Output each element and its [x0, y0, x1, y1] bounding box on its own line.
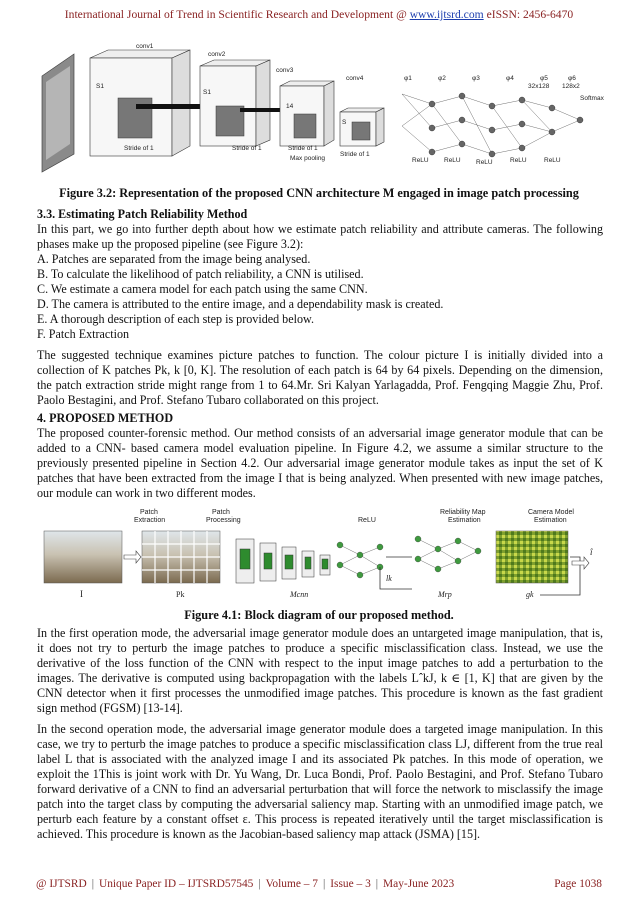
figure-block-diagram: [40, 505, 600, 605]
label-relu-5: ReLU: [544, 157, 561, 164]
section-4-heading: 4. PROPOSED METHOD: [37, 411, 174, 425]
label-conv2: conv2: [208, 51, 226, 58]
label-stride-3: Stride of 1: [288, 145, 318, 152]
stage-patch-extraction-2: Extraction: [134, 517, 166, 524]
stage-patch-extraction-1: Patch: [140, 509, 158, 516]
list-item: D. The camera is attributed to the entire image, and a dependability mask is created.: [37, 297, 444, 311]
label-phi2: φ2: [438, 75, 446, 82]
label-softmax: Softmax: [580, 95, 604, 102]
list-item: F. Patch Extraction: [37, 327, 130, 341]
stage-patch-processing-1: Patch: [212, 509, 230, 516]
symbol-pk: Pk: [176, 590, 185, 599]
symbol-i: I: [80, 589, 83, 599]
stage-reliability-map-1: Reliability Map: [440, 509, 486, 516]
fc-neurons: [429, 93, 583, 157]
symbol-gk: gk: [526, 590, 534, 599]
label-s1: S1: [96, 83, 104, 90]
page-footer: @ IJTSRD | Unique Paper ID – IJTSRD57545 | Volume – 7 | Issue – 3 | May-June 2023 Page 1038: [36, 878, 602, 890]
input-city-image: [44, 531, 122, 583]
label-phi4: φ4: [506, 75, 514, 82]
label-stride-1: Stride of 1: [124, 145, 154, 152]
section-3-3-intro: In this part, we go into further depth about how we estimate patch reliability and attribute cameras. The following phases make up the proposed pipeline (see Figure 3.2):: [37, 222, 603, 251]
figure-4-1-caption: Figure 4.1: Block diagram of our proposed method.: [184, 608, 454, 622]
label-conv3: conv3: [276, 67, 294, 74]
figure-cnn-architecture: [40, 36, 604, 178]
stage-camera-model-1: Camera Model: [528, 509, 574, 516]
symbol-mrp: Mrp: [438, 590, 452, 599]
footer-paper-id: Unique Paper ID – IJTSRD57545: [98, 878, 254, 890]
section-4-paragraph: The proposed counter-forensic method. Our method consists of an adversarial image generator module that can be added to a CNN- based camera model evaluation pipeline. In Figure 4.2, we assume a similar structure to the previously presented pipeline in Section 4.2. Our adversarial image generator module takes as input the set of K patches that have been extracted from the image I that is being analyzed. When presented with new image patches, our module can work in two different modes.: [37, 426, 603, 500]
footer-ijtsrd: @ IJTSRD: [36, 878, 87, 890]
label-s5: S: [342, 119, 347, 126]
label-max-pooling: Max pooling: [290, 155, 326, 162]
section-4: [37, 411, 603, 501]
label-conv1: conv1: [136, 43, 154, 50]
label-dim-2: 128x2: [562, 83, 580, 90]
label-s3: 14: [286, 103, 294, 110]
output-arrow: [572, 557, 589, 569]
stage-reliability-map-2: Estimation: [448, 517, 481, 524]
mode-2-paragraph: In the second operation mode, the adversarial image generator module does a targeted image manipulation. In this case, we try to perturb the image patches to produce a specific misclassification class LJ, different from the true real label L that is associated with the analyzed image I and its associated Pk patches. In this mode of operation, we exploit the 1This is joint work with Dr. Yu Wang, Dr. Luca Bondi, Prof. Paolo Bestagini, and Prof. Stefano Tubaro forward derivative of a CNN to find an adversarial perturbation that will force the network to misclassify the image patch into the target class by computing the adversarial saliency map. Starting with an unmodified image patch, we perturb each feature by a constant offset ε. This process is repeated iteratively until the target misclassification is achieved. This procedure is known as the Jacobian-based saliency map attack (JSMA) [15].: [37, 722, 603, 841]
section-3-3: [37, 207, 603, 408]
footer-issue: Issue – 3: [330, 878, 371, 890]
stage-patch-processing-2: Processing: [206, 517, 241, 524]
list-item: E. A thorough description of each step is provided below.: [37, 312, 314, 326]
conv-block-3: [276, 67, 334, 152]
footer-page: Page 1038: [554, 878, 602, 890]
label-conv4: conv4: [346, 75, 364, 82]
cnn-blocks: [236, 539, 330, 583]
label-relu-1: ReLU: [412, 157, 429, 164]
list-item: B. To calculate the likelihood of patch reliability, a CNN is utilised.: [37, 267, 364, 281]
relu-network: [337, 542, 383, 578]
label-phi5: φ5: [540, 75, 548, 82]
label-s2: S1: [203, 89, 211, 96]
label-stride-2: Stride of 1: [232, 145, 262, 152]
patches-grid: [142, 531, 220, 583]
symbol-mcnn: Mcnn: [290, 590, 309, 599]
section-3-3-paragraph: The suggested technique examines picture patches to function. The colour picture I is initially divided into a collection of K patches Pk, k [0, K]. The resolution of each patch is 64 by 64 pixels. Depending on the dimension, the patch extraction stride might range from 1 to 64.Mr. Sri Kalyan Yarlagadda, Prof. Fengqing Maggie Zhu, Prof. Paolo Bestagini, and Prof. Stefano Tubaro collaborated on this project.: [37, 348, 603, 407]
journal-url-link[interactable]: www.ijtsrd.com: [409, 8, 484, 21]
page-header: [0, 8, 638, 21]
reliability-network: [415, 536, 481, 572]
label-relu-3: ReLU: [476, 159, 493, 166]
symbol-i-hat: î: [590, 547, 593, 557]
label-relu-4: ReLU: [510, 157, 527, 164]
label-dim-1: 32x128: [528, 83, 550, 90]
journal-name: International Journal of Trend in Scientific Research and Development @: [64, 8, 407, 21]
label-phi1: φ1: [404, 75, 412, 82]
reliability-map: [496, 531, 568, 583]
label-phi6: φ6: [568, 75, 576, 82]
pipeline-steps-list: [37, 252, 603, 342]
mode-1-paragraph: In the first operation mode, the adversarial image generator module does an untargeted image manipulation, that is, it does not try to perturb the image patches to produce a specific misclassification class. Instead, we use the derivative of the loss function of the CNN with respect to the input image patches to add a perturbation to the images. The derivative is computed using backpropagation with the labels LˆkJ, k ∈ [1, K] that are given by the CNN detector when it first processes the unmodified image patches. This procedure is known as the fast gradient sign method (FGSM) [13-14].: [37, 626, 603, 715]
label-relu-2: ReLU: [444, 157, 461, 164]
list-item: A. Patches are separated from the image being analysed.: [37, 252, 311, 266]
operation-modes: [37, 626, 603, 842]
stage-camera-model-2: Estimation: [534, 517, 567, 524]
label-stride-4: Stride of 1: [340, 151, 370, 158]
symbol-lk: lk: [386, 574, 392, 583]
section-3-3-heading: 3.3. Estimating Patch Reliability Method: [37, 207, 248, 221]
label-phi3: φ3: [472, 75, 480, 82]
footer-volume: Volume – 7: [265, 878, 318, 890]
conv-block-1: [90, 43, 200, 156]
stage-relu: ReLU: [358, 517, 376, 524]
figure-3-2-caption: Figure 3.2: Representation of the proposed CNN architecture M engaged in image patch processing: [59, 186, 579, 200]
footer-date: May-June 2023: [383, 878, 455, 890]
issn: eISSN: 2456-6470: [486, 8, 574, 21]
conv-block-2: [200, 51, 284, 152]
list-item: C. We estimate a camera model for each patch using the same CNN.: [37, 282, 368, 296]
conv-block-4: [340, 75, 384, 158]
